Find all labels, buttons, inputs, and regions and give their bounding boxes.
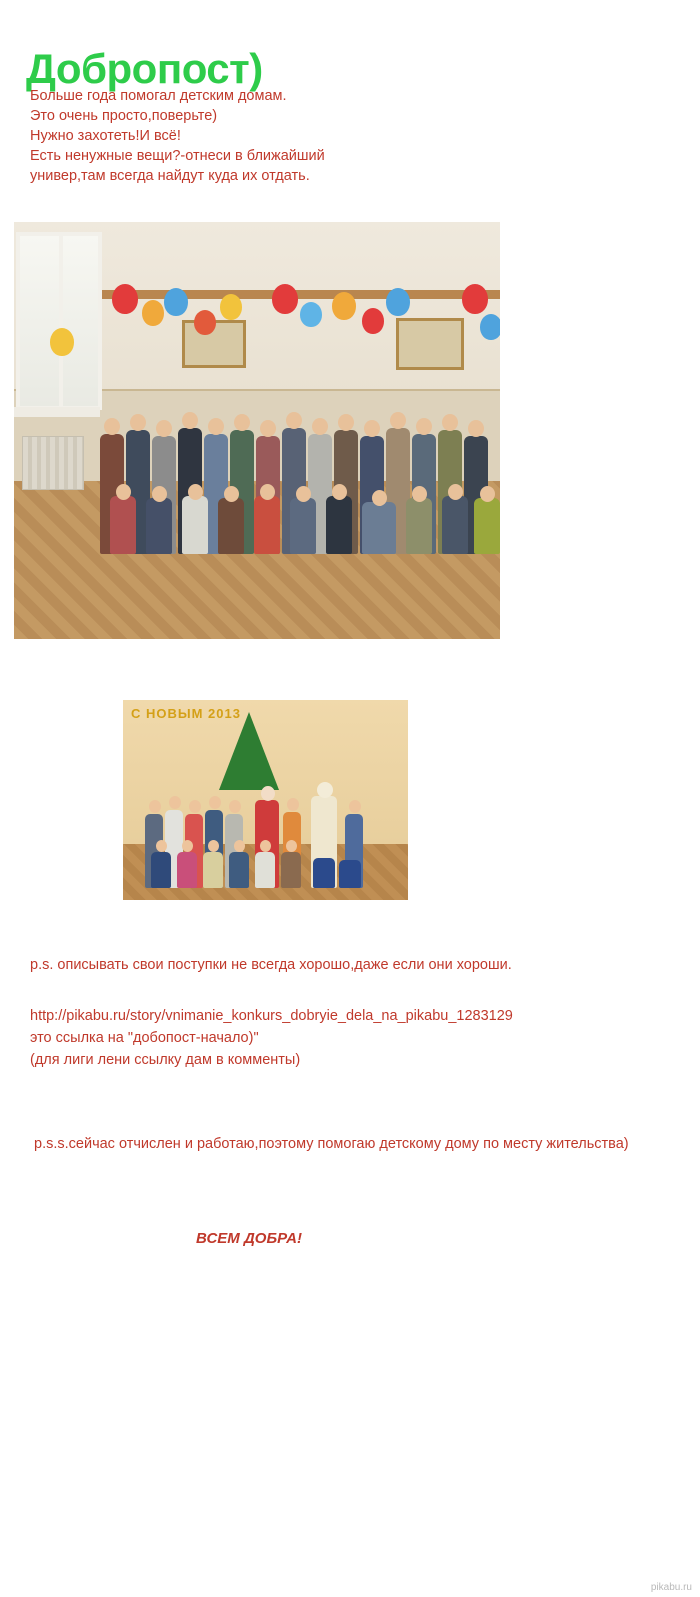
photo2-gift-bag (339, 860, 361, 888)
photo1-person-head (234, 414, 250, 431)
photo1-person-head (448, 484, 463, 500)
photo2-person-head (229, 800, 241, 813)
photo1-person-head (338, 414, 354, 431)
photo1-person-seated (290, 498, 316, 554)
intro-text (30, 86, 550, 186)
photo2-person-seated (255, 852, 275, 888)
photo1-balloon-1 (112, 284, 138, 314)
photo2-person-seated (281, 852, 301, 888)
link-note: это ссылка на "добопост-начало)" (30, 1030, 259, 1046)
photo1-person-head (260, 420, 276, 437)
photo2-person-head (209, 796, 221, 809)
photo1-person-head (182, 412, 198, 429)
photo1-balloon-6 (272, 284, 298, 314)
intro-line-1: Больше года помогал детским домам. (30, 88, 287, 104)
photo1-person-head (296, 486, 311, 502)
photo1-person-head (104, 418, 120, 435)
photo1-balloon-5 (220, 294, 242, 320)
photo1-radiator (22, 436, 84, 490)
photo1-person-head (208, 418, 224, 435)
photo1-balloon-3 (164, 288, 188, 316)
photo1-person-head (224, 486, 239, 502)
photo2-person-seated (229, 852, 249, 888)
photo1-person-head (412, 486, 427, 502)
photo2-person-seated (203, 852, 223, 888)
photo1-person-head (480, 486, 495, 502)
photo1-wall-beam (102, 290, 500, 299)
photo2-person-head (287, 798, 299, 811)
photo1-person-head (332, 484, 347, 500)
intro-line-2: Это очень просто,поверьте) (30, 108, 218, 124)
photo1-person-seated (474, 498, 500, 554)
photo1-person-head (468, 420, 484, 437)
photo2-person-head (349, 800, 361, 813)
photo1-window (16, 232, 102, 410)
photo2-mascot-head (317, 782, 333, 798)
photo1-person-head (116, 484, 131, 500)
intro-line-5: универ,там всегда найдут куда их отдать. (30, 168, 310, 184)
photo2-person-head (169, 796, 181, 809)
photo1-person-seated (442, 496, 468, 554)
link-block (30, 1005, 630, 1071)
photo1-balloon-10 (386, 288, 410, 316)
photo1-person-head (152, 486, 167, 502)
photo2-person-head (286, 840, 297, 852)
photo1-person-seated (146, 498, 172, 554)
page-title: Добропост) (26, 45, 263, 93)
photo2-crowd (127, 760, 404, 888)
photo1-person-head (156, 420, 172, 437)
photo2-person-head (149, 800, 161, 813)
photo2-person-head (234, 840, 245, 852)
photo1-balloon-7 (300, 302, 322, 327)
photo1-balloon-9 (362, 308, 384, 334)
photo1-person-seated (326, 496, 352, 554)
photo1-crowd (100, 372, 500, 554)
photo1-balloon-8 (332, 292, 356, 320)
photo1-person-seated (182, 496, 208, 554)
photo1-person-seated (110, 496, 136, 554)
photo1-person-head (372, 490, 387, 506)
photo2-person-head (156, 840, 167, 852)
photo1-person-head (312, 418, 328, 435)
intro-line-4: Есть ненужные вещи?-отнеси в ближайший (30, 148, 325, 164)
watermark: pikabu.ru (650, 1582, 692, 1593)
photo1-person-seated (362, 502, 396, 554)
photo1-person-head (260, 484, 275, 500)
closing-text: ВСЕМ ДОБРА! (196, 1230, 302, 1247)
photo1-person-seated (218, 498, 244, 554)
photo2-person-head (182, 840, 193, 852)
intro-line-3: Нужно захотеть!И всё! (30, 128, 181, 144)
group-photo-hall (14, 222, 500, 639)
ps-note: p.s. описывать свои поступки не всегда хорошо,даже если они хороши. (30, 957, 512, 973)
photo1-windowsill (14, 407, 100, 417)
link-note-secondary: (для лиги лени ссылку дам в комменты) (30, 1052, 301, 1068)
photo1-person-head (416, 418, 432, 435)
photo1-person-head (390, 412, 406, 429)
photo1-person-head (286, 412, 302, 429)
photo1-person-head (188, 484, 203, 500)
photo1-balloon-4 (194, 310, 216, 335)
pss-note: p.s.s.сейчас отчислен и работаю,поэтому помогаю детскому дому по месту жительства) (34, 1136, 629, 1152)
photo2-person-head (208, 840, 219, 852)
photo1-balloon-11 (462, 284, 488, 314)
photo2-banner-text: С НОВЫМ 2013 (131, 706, 241, 721)
photo2-person-seated (177, 852, 197, 888)
photo1-balloon-2 (142, 300, 164, 326)
photo2-santa-head (261, 786, 275, 801)
photo1-person-head (130, 414, 146, 431)
photo1-person-head (364, 420, 380, 437)
new-year-party-photo (123, 700, 408, 900)
photo1-person-seated (406, 498, 432, 554)
photo1-balloon-12 (480, 314, 500, 340)
source-link[interactable]: http://pikabu.ru/story/vnimanie_konkurs_dobryie_dela_na_pikabu_1283129 (30, 1008, 513, 1024)
photo2-person-head (189, 800, 201, 813)
photo1-balloon-13 (50, 328, 74, 356)
photo1-person-head (442, 414, 458, 431)
photo2-person-seated (151, 852, 171, 888)
photo2-gift-bag (313, 858, 335, 888)
photo1-wall-poster-2 (396, 318, 464, 370)
photo2-person-head (260, 840, 271, 852)
photo1-person-seated (254, 496, 280, 554)
